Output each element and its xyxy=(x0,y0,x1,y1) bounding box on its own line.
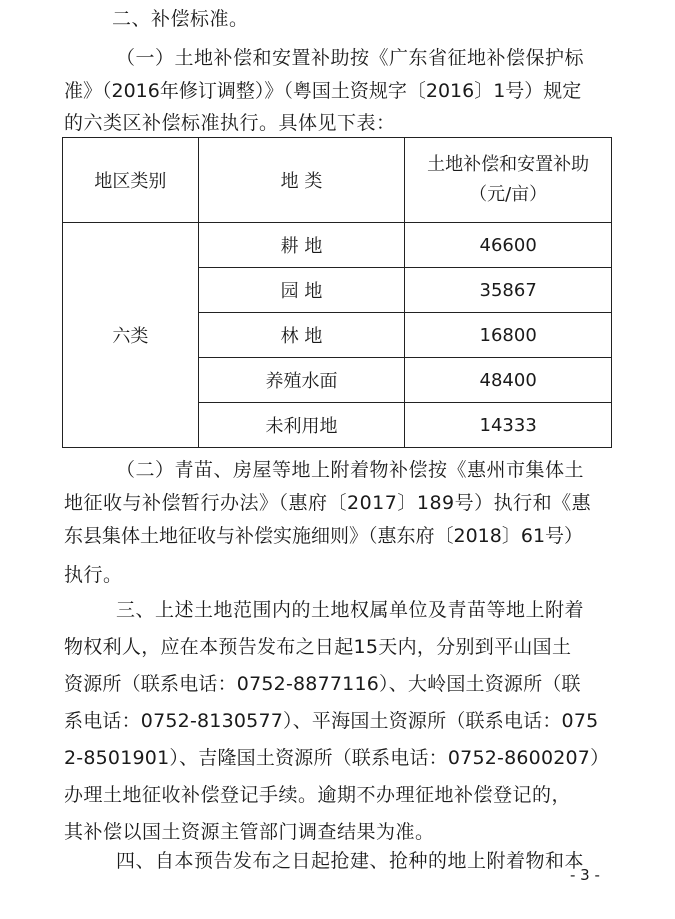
region-cell: 六类 xyxy=(63,223,199,448)
compensation-table xyxy=(62,137,612,448)
paragraph-3-line-3: 资源所（联系电话：0752-8877116）、大岭国土资源所（联 xyxy=(64,673,581,695)
land-type-cell: 未利用地 xyxy=(198,403,405,448)
paragraph-2-line-3: 东县集体土地征收与补偿实施细则》（惠东府〔2018〕61号） xyxy=(64,525,584,547)
land-type-cell: 养殖水面 xyxy=(198,358,405,403)
paragraph-3-line-2: 物权利人，应在本预告发布之日起15天内，分别到平山国土 xyxy=(64,636,572,658)
paragraph-1-line-3: 的六类区补偿标准执行。具体见下表： xyxy=(64,112,396,134)
amount-cell: 46600 xyxy=(405,223,612,268)
paragraph-3-line-1: 三、上述土地范围内的土地权属单位及青苗等地上附着 xyxy=(116,599,585,621)
land-type-cell: 园 地 xyxy=(198,268,405,313)
amount-cell: 48400 xyxy=(405,358,612,403)
paragraph-3-line-7: 其补偿以国土资源主管部门调查结果为准。 xyxy=(64,821,435,843)
header-amount xyxy=(405,138,612,223)
amount-cell: 14333 xyxy=(405,403,612,448)
table-row xyxy=(63,223,612,268)
table-header-row xyxy=(63,138,612,223)
header-amount-line-1: 土地补偿和安置补助 xyxy=(427,154,590,175)
header-region-type: 地区类别 xyxy=(63,138,199,223)
paragraph-2-line-2: 地征收与补偿暂行办法》（惠府〔2017〕189号）执行和《惠 xyxy=(64,492,592,514)
page-number: - 3 - xyxy=(570,866,600,884)
paragraph-1-line-1: （一）土地补偿和安置补助按《广东省征地补偿保护标 xyxy=(116,47,585,69)
amount-cell: 35867 xyxy=(405,268,612,313)
paragraph-4-line-1: 四、自本预告发布之日起抢建、抢种的地上附着物和本 xyxy=(116,850,585,872)
paragraph-1-line-2: 准》（2016年修订调整）》（粤国土资规字〔2016〕1号）规定 xyxy=(64,80,582,102)
land-type-cell: 林 地 xyxy=(198,313,405,358)
paragraph-3-line-5: 2-8501901）、吉隆国土资源所（联系电话：0752-8600207） xyxy=(64,747,610,769)
land-type-cell: 耕 地 xyxy=(198,223,405,268)
paragraph-3-line-6: 办理土地征收补偿登记手续。逾期不办理征地补偿登记的， xyxy=(64,784,572,806)
section-heading-compensation-standard: 二、补偿标准。 xyxy=(112,8,249,30)
amount-cell: 16800 xyxy=(405,313,612,358)
paragraph-2-line-1: （二）青苗、房屋等地上附着物补偿按《惠州市集体土 xyxy=(116,459,585,481)
header-amount-line-2: （元/亩） xyxy=(469,184,548,205)
paragraph-2-line-4: 执行。 xyxy=(64,564,123,586)
header-land-type: 地 类 xyxy=(198,138,405,223)
paragraph-3-line-4: 系电话：0752-8130577）、平海国土资源所（联系电话：075 xyxy=(64,710,599,732)
